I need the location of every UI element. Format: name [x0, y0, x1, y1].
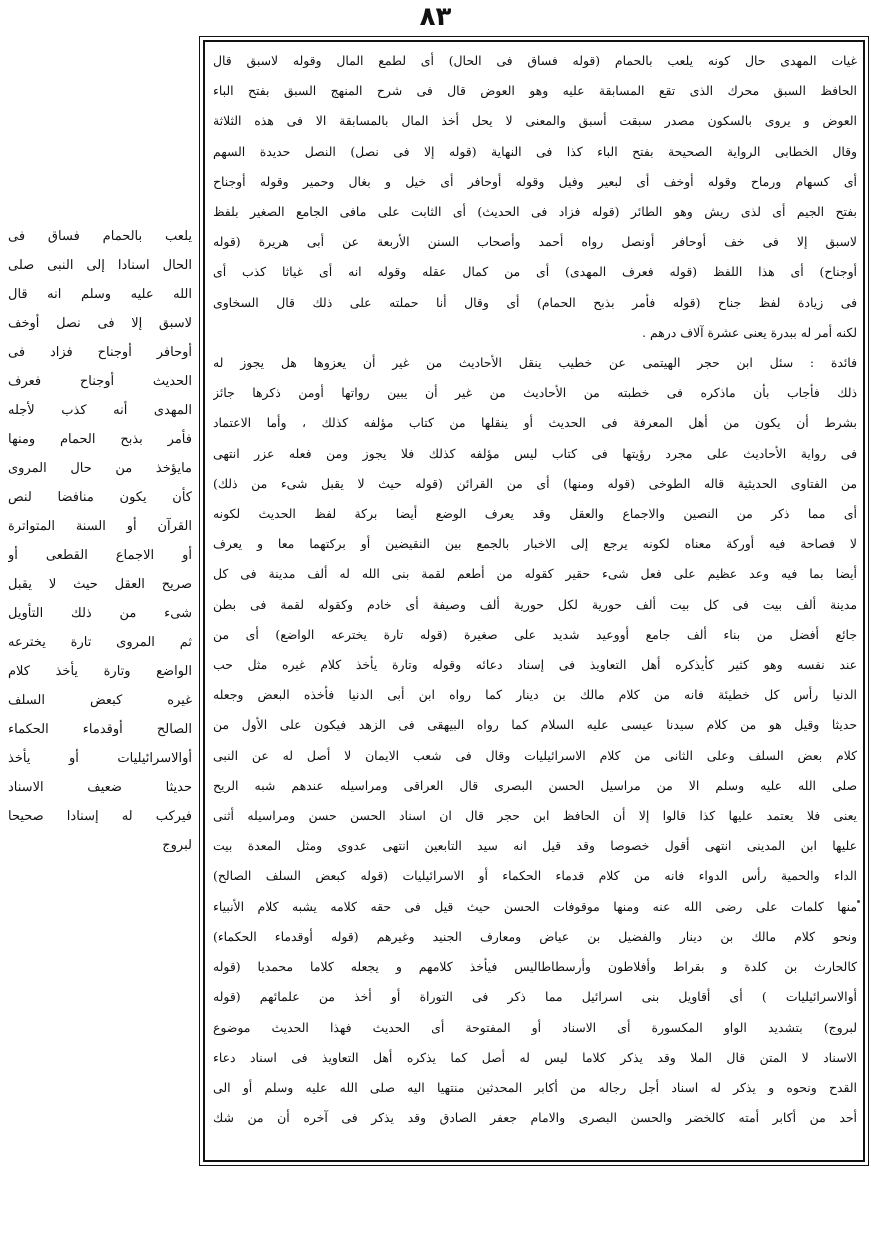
margin-note [8, 222, 192, 942]
main-text-line: القدح ونحوه و يذكر له اسناد أجل رجاله من أكابر المحدثين منتهيا اليه صلى الله عليه وسلم أو الى [213, 1079, 857, 1095]
margin-note-line: المهدى أنه كذب لأجله [8, 403, 192, 418]
main-text-line: لكنه أمر له ببدرة يعنى عشرة آلاف درهم . [642, 324, 857, 340]
main-text-line: أيضا بما فيه وعد عظيم على فعل شىء حقير كقوله من أطعم لقمة بنى الله له ألف مدينة فى كل [213, 566, 857, 582]
scan-speck [857, 900, 860, 903]
margin-note-line: كأن يكون منافضا لنص [8, 490, 192, 505]
margin-note-line: صريح العقل حيث لا يقبل [8, 577, 192, 592]
main-text-line: الحافظ السبق محرك الذى تقع المسابقة عليه وهو العوض قال فى شرح المنهج السبق بفتح الباء [213, 83, 857, 99]
margin-note-line: شىء من ذلك التأويل [8, 606, 192, 621]
main-text-line: فى رواية الأحاديث على مجرد رؤيتها فى كتاب ليس مؤلفه كذلك فلا يجوز ومن فعله عزر انتهى [213, 445, 857, 461]
main-text-line: أى كسهام ورماح وقوله أوخف أى لبعير وفيل وقوله أوحافر أى خيل و بغال وحمير وقوله أوجناح [213, 173, 857, 189]
main-text-line: بشرط أن يكون من أهل المعرفة فى الحديث أو ينقلها من كتاب مؤلفه كذلك ، وأما الاعتماد [213, 415, 857, 431]
main-text-line: لبروج) بتشديد الواو المكسورة أى الاسناد أو المفتوحة أى الحديث فهذا الحديث موضوع [213, 1019, 857, 1035]
main-text-line: كلام بعض السلف وعلى الثانى من كلام الاسرائيليات وقال فى شعب الايمان لا أصل له عن النبى [213, 747, 857, 763]
page-number: ٨٣ [419, 2, 452, 32]
main-text-line: وقال الخطابى الرواية الصحيحة بفتح الباء كذا فى النهاية (قوله إلا فى نصل) النصل حديدة السهم [213, 143, 857, 159]
margin-note-line: الحديث أوجناح فعرف [8, 374, 192, 389]
main-text-line: أى مما ذكر من النصين والاجماع والعقل وقد يعرف الوضع أيضا بركة لفظ الحديث لكونه [213, 506, 857, 522]
margin-note-line: أو الاجماع القطعى أو [8, 548, 192, 563]
main-text-line: لا فصاحة فيه أوركة معناه لكونه يرجع إلى الاخبار بالجمع بين النقيضين أو بركتهما معا و يعرف [213, 536, 857, 552]
main-text [213, 46, 857, 1158]
margin-note-line: مايؤخذ من حال المروى [8, 461, 192, 476]
main-text-line: صلى الله عليه وسلم الا من مراسيل الحسن البصرى قال العراقى ومراسيله عندهم شبه الريح [213, 777, 857, 793]
main-text-line: عليها ابن المدينى انتهى أقول خصوصا وقد قيل انه سيد التابعين انتهى عدوى ومثل المعدة بيت [213, 838, 857, 854]
margin-note-line: القرآن أو السنة المتواترة [8, 519, 192, 534]
main-text-line: كالحارث بن كلدة و بقراط وأفلاطون وأرسطاطاليس فيأخذ كلامهم و يجعله كلاما محمديا (قوله [213, 959, 857, 975]
main-text-line: العوض و يروى بالسكون مصدر سبقت أسبق والمعنى لا يحل أخذ المال بالمسابقة الا فى هذه الثلاثة [213, 113, 857, 129]
margin-note-line: ثم المروى تارة يخترعه [8, 635, 192, 650]
margin-note-line: غيره كبعض السلف [8, 693, 192, 708]
margin-note-line: يلعب بالحمام فساق فى [8, 229, 192, 244]
main-text-line: فى زيادة لفظ جناح (قوله فأمر بذبح الحمام) أى وقال أنا حملته على ذلك قال السخاوى [213, 294, 857, 310]
main-text-line: من الفتاوى الحديثية قاله الطوخى (قوله ومنها) أى من القرائن (قوله حيث لا يقبل شىء من ذلك) [213, 475, 857, 491]
margin-note-line: فيركب له إسنادا صحيحا [8, 809, 192, 824]
margin-note-line: الصالح أوقدماء الحكماء [8, 722, 192, 737]
main-text-line: ونحو كلام مالك بن دينار والفضيل بن عياض ومعارف الجنيد وغيرهم (قوله أوقدماء الحكماء) [213, 928, 857, 944]
main-text-line: ذلك فأجاب بأن ماذكره فى خطبته من الأحاديث من غير أن يبين رواتها أومن ذكرها جائز [213, 385, 857, 401]
main-text-line: حديثا وقيل هو من كلام سيدنا عيسى عليه السلام كما رواه البيهقى فى الزهد فيكون على الأول من [213, 717, 857, 733]
margin-note-line: الحال اسنادا إلى النبى صلى [8, 258, 192, 273]
main-text-line: أحد من أكابر أمته كالخضر والحسن البصرى والامام جعفر الصادق وقد يذكر فى آخره أن من شك [213, 1110, 857, 1126]
margin-note-line: حديثا ضعيف الاسناد [8, 780, 192, 795]
main-text-line: منها كلمات على رضى الله عنه ومنها موقوفات الحسن حيث قيل فى حقه كلامه يشبه كلام الأنبياء [213, 898, 857, 914]
main-text-line: مدينة ألف بيت فى كل بيت ألف حورية لكل حورية ألف وصيفة أى خادم وكقوله لقمة فى بطن [213, 596, 857, 612]
main-text-line: أوالاسرائيليات ) أى أقاويل بنى اسرائيل مما ذكر فى التوراة أو أخذ من علمائهم (قوله [213, 989, 857, 1005]
main-text-line: فائدة : سئل ابن حجر الهيتمى عن خطيب ينقل الأحاديث من غير أن يعزوها هل يجوز له [213, 355, 857, 371]
main-text-line: لاسبق إلا فى خف أوحافر أونصل رواه أحمد وأصحاب السنن الأربعة عن أبى هريرة (قوله [213, 234, 857, 250]
margin-note-line: أوالاسرائيليات أو يأخذ [8, 751, 192, 766]
margin-note-line: لبروج [162, 838, 192, 853]
margin-note-line: فأمر بذبح الحمام ومنها [8, 432, 192, 447]
margin-note-line: أوحافر أوجناح فزاد فى [8, 345, 192, 360]
main-text-line: غيات المهدى حال كونه يلعب بالحمام (قوله فساق فى الحال) أى لطمع المال وقوله لاسبق قال [213, 53, 857, 68]
main-text-line: الاسناد لا المتن قال الملا وقد يذكر كلاما ليس له أصل كما يذكره أهل التعاويذ فى اسناد دعاء [213, 1049, 857, 1065]
margin-note-line: الله عليه وسلم انه قال [8, 287, 192, 302]
main-text-line: بفتح الجيم أى لذى ريش وهو الطائر (قوله فزاد فى الحديث) أى الثابت على مافى الجامع الصغير بلفظ [213, 204, 857, 220]
margin-note-line: لاسبق إلا فى نصل أوخف [8, 316, 192, 331]
main-text-line: الداء والحمية رأس الدواء فانه من كلام قدماء الحكماء أو الاسرائيليات (قوله كبعض السلف الصالح) [213, 868, 857, 884]
main-text-line: يعنى فلا يعتمد عليها كذا قالوا إلا أن الحافظ ابن حجر قال ان اسناد الحسن حسن ومراسيله أثنى [213, 808, 857, 824]
main-text-line: جائع أفضل من بناء ألف جامع أووعيد شديد على صغيرة (قوله تارة يخترعه الواضع) أى من [213, 626, 857, 642]
main-text-line: عند نفسه وهو كثير كأيذكره أهل التعاويذ فى إسناد دعائه وقوله وتارة يأخذ كلام غيره مثل حب [213, 657, 857, 673]
main-text-line: الدنيا رأس كل خطيئة فانه من كلام مالك بن دينار كما رواه ابن أبى الدنيا فأخذه البعض وجعله [213, 687, 857, 703]
main-text-line: أوجناح) أى هذا اللفظ (قوله فعرف المهدى) أى من كمال عقله وقوله انه أى غياثا كذب أى [213, 264, 857, 280]
margin-note-line: الواضع وتارة يأخذ كلام [8, 664, 192, 679]
